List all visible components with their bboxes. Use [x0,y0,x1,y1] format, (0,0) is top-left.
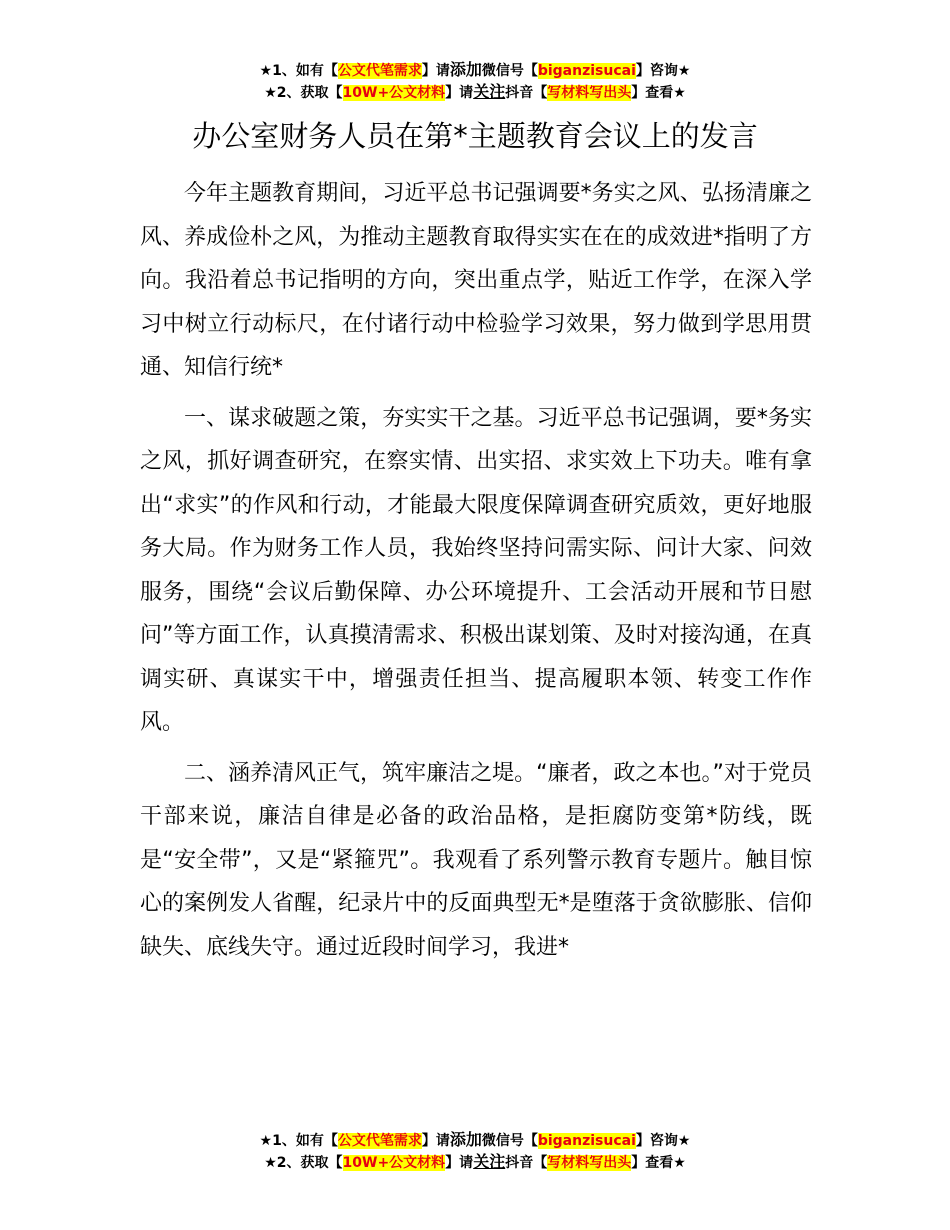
promo-line-1: ★1、如有【公文代笔需求】请添加微信号【biganzisucai】咨询★ [259,60,691,79]
promo-line-2: ★2、获取【10W+公文材料】请关注抖音【写材料写出头】查看★ [264,1152,686,1171]
document-title: 办公室财务人员在第*主题教育会议上的发言 [192,119,758,153]
promo-footer [0,1129,950,1173]
promo-line-1: ★1、如有【公文代笔需求】请添加微信号【biganzisucai】咨询★ [259,1130,691,1149]
promo-highlight: 10W+公文材料 [342,1155,446,1171]
promo-highlight: 公文代笔需求 [337,63,422,79]
promo-douyin-id: 写材料写出头 [547,1155,632,1171]
promo-line-2: ★2、获取【10W+公文材料】请关注抖音【写材料写出头】查看★ [264,82,686,101]
promo-highlight: 10W+公文材料 [342,85,446,101]
promo-wechat-id: biganzisucai [537,63,636,79]
promo-header [0,59,950,103]
promo-highlight: 公文代笔需求 [337,1133,422,1149]
paragraph-section-2: 二、涵养清风正气，筑牢廉洁之堤。“廉者，政之本也。”对于党员干部来说，廉洁自律是必备的政治品格，是拒腐防变第*防线，既是“安全带”，又是“紧箍咒”。我观看了系列警示教育专题片。触目惊心的案例发人省醒，纪录片中的反面典型无*是堕落于贪欲膨胀、信仰缺失、底线失守。通过近段时间学习，我进* [140,760,812,960]
paragraph-intro: 今年主题教育期间，习近平总书记强调要*务实之风、弘扬清廉之风、养成俭朴之风，为推动主题教育取得实实在在的成效进*指明了方向。我沿着总书记指明的方向，突出重点学，贴近工作学，在深入学习中树立行动标尺，在付诸行动中检验学习效果，努力做到学思用贯通、知信行统* [140,181,812,380]
promo-douyin-id: 写材料写出头 [547,85,632,101]
promo-wechat-id: biganzisucai [537,1133,636,1149]
paragraph-section-1: 一、谋求破题之策，夯实实干之基。习近平总书记强调，要*务实之风，抓好调查研究，在察实情、出实招、求实效上下功夫。唯有拿出“求实”的作风和行动，才能最大限度保障调查研究质效，更好地服务大局。作为财务工作人员，我始终坚持问需实际、问计大家、问效服务，围绕“会议后勤保障、办公环境提升、工会活动开展和节日慰问”等方面工作，认真摸清需求、积极出谋划策、及时对接沟通，在真调实研、真谋实干中，增强责任担当、提高履职本领、转变工作作风。 [140,405,812,735]
document-body [140,172,812,976]
